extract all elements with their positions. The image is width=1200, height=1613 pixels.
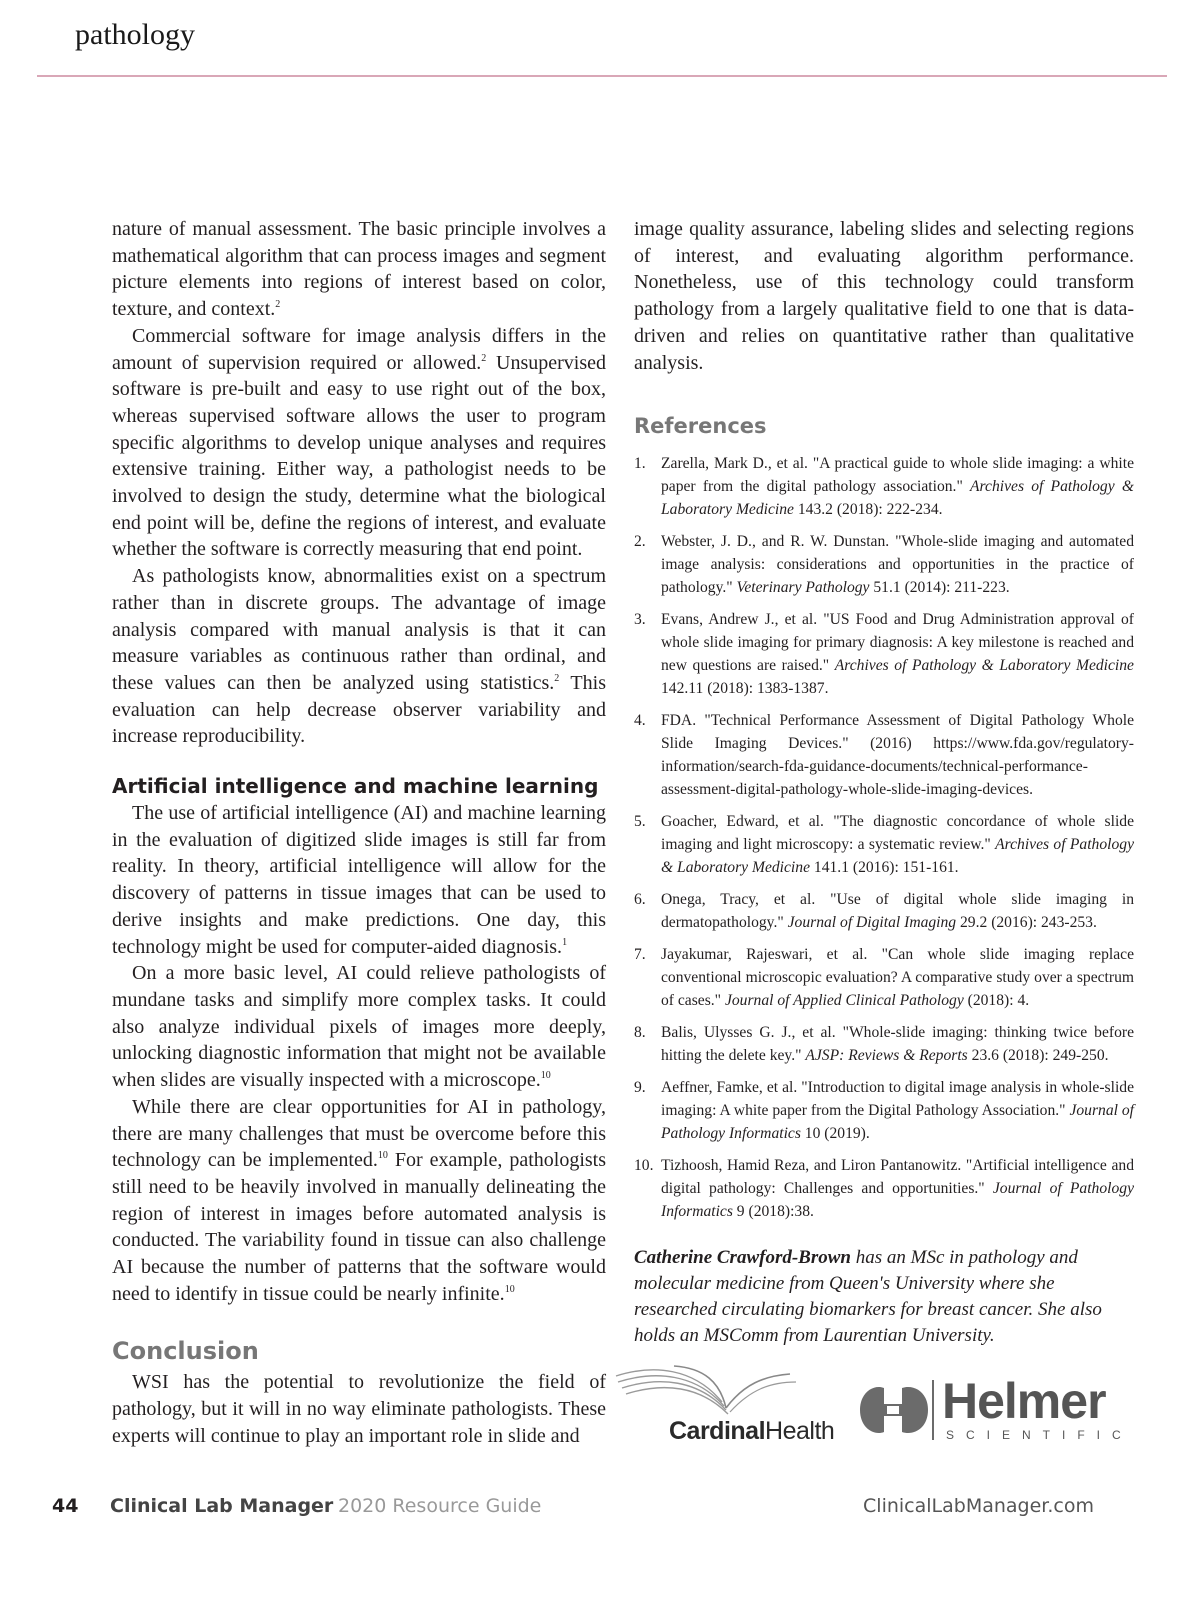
body-paragraph: Commercial software for image analysis differs in the amount of supervision required or allowed.$^2$ Unsupervised software is pre-built and easy to use right out of the box, whereas supervised software allows the user to program specific algorithms to develop unique analyses and requires extensive training. Either way, a pathologist needs to be involved to design the study, determine what the biological end point will be, define the regions of interest, and evaluate whether the software is correctly measuring that end point.: [112, 324, 607, 561]
reference-item: 6. Onega, Tracy, et al. "Use of digital whole slide imaging in dermatopathology." Journal of Digital Imaging 29.2 (2016): 243-253.: [634, 891, 1134, 932]
section-tag: pathology: [75, 18, 195, 51]
body-paragraph: The use of artificial intelligence (AI) and machine learning in the evaluation of digitized slide images is still far from reality. In theory, artificial intelligence will allow for the discovery of patterns in tissue images that can be used to derive insights and make predictions. One day, this technology might be used for computer-aided diagnosis.$^1$: [112, 802, 606, 958]
page-footer: [0, 1495, 1200, 1535]
reference-item: 3. Evans, Andrew J., et al. "US Food and Drug Administration approval of whole slide imaging for primary diagnosis: A key milestone is reached and new questions are raised." Archives of Pathology & Laboratory Medicine 142.11 (2018): 1383-1387.: [634, 611, 1134, 698]
website-link[interactable]: ClinicalLabManager.com: [863, 1495, 1094, 1517]
right-column: [634, 216, 1134, 1368]
helmer-subtitle: SCIENTIFIC: [946, 1428, 1133, 1442]
reference-item: 10. Tizhoosh, Hamid Reza, and Liron Pantanowitz. "Artificial intelligence and digital pathology: Challenges and opportunities." Journal of Pathology Informatics 9 (2018):38.: [634, 1157, 1134, 1221]
reference-item: 4. FDA. "Technical Performance Assessment of Digital Pathology Whole Slide Imaging Devices." (2016) https://www.fda.gov/regulatory-information/search-fda-guidance-documents/technical-performance-assessment-digital-pathology-whole-slide-imaging-devices.: [634, 712, 1134, 799]
cardinal-health-logo: [614, 1362, 844, 1458]
body-paragraph: As pathologists know, abnormalities exist on a spectrum rather than in discrete groups. The advantage of image analysis compared with manual analysis is that it can measure variables as continuous rather than ordinal, and these values can then be analyzed using statistics.$^2$ This evaluation can help decrease observer variability and increase reproducibility.: [112, 565, 606, 748]
references-heading: References: [634, 414, 767, 439]
sponsor-logos: [614, 1362, 1133, 1458]
body-paragraph: While there are clear opportunities for AI in pathology, there are many challenges that must be overcome before this technology can be implemented.$^{10}$ For example, pathologists still need to be heavily involved in manually delineating the region of interest in images before automated analysis is conducted. The variability found in tissue can also challenge AI because the number of patterns that the software would need to identify in tissue could be nearly infinite.$^{10}$: [112, 1095, 606, 1305]
conclusion-heading: Conclusion: [112, 1337, 259, 1366]
reference-item: 2. Webster, J. D., and R. W. Dunstan. "Whole-slide imaging and automated image analysis: considerations and opportunities in the practice of pathology." Veterinary Pathology 51.1 (2014): 211-223.: [634, 533, 1134, 597]
reference-item: 8. Balis, Ulysses G. J., et al. "Whole-slide imaging: thinking twice before hitting the delete key." AJSP: Reviews & Reports 23.6 (2018): 249-250.: [634, 1024, 1134, 1065]
header-rule: [37, 75, 1167, 77]
body-paragraph: image quality assurance, labeling slides and selecting regions of interest, and evaluating algorithm performance. Nonetheless, use of this technology could transform pathology from a largely qualitative field to one that is data-driven and relies on quantitative rather than qualitative analysis.: [634, 218, 1134, 374]
magazine-title: Clinical Lab Manager: [110, 1495, 334, 1517]
body-paragraph: WSI has the potential to revolutionize the field of pathology, but it will in no way eliminate pathologists. These experts will continue to play an important role in slide and: [112, 1371, 606, 1447]
cardinal-health-wordmark: CardinalHealth: [669, 1417, 835, 1445]
author-name: Catherine Crawford-Brown: [634, 1247, 851, 1269]
ai-heading: Artificial intelligence and machine learning: [112, 774, 599, 799]
page-number: 44: [52, 1495, 79, 1517]
reference-item: 7. Jayakumar, Rajeswari, et al. "Can whole slide imaging replace conventional microscopic evaluation? A comparative study over a spectrum of cases." Journal of Applied Clinical Pathology (2018): 4.: [634, 946, 1134, 1010]
references-list: [634, 452, 1134, 1223]
issue-title: 2020 Resource Guide: [338, 1495, 542, 1517]
author-bio: Catherine Crawford-Brown has an MSc in pathology and molecular medicine from Queen's University where she researched circulating biomarkers for breast cancer. She also holds an MSComm from Laurentian University.: [634, 1247, 1102, 1347]
left-column: [112, 216, 606, 1450]
body-paragraph: nature of manual assessment. The basic principle involves a mathematical algorithm that can process images and segment picture elements into regions of interest based on color, texture, and context.$^2$: [112, 218, 606, 321]
body-paragraph: On a more basic level, AI could relieve pathologists of mundane tasks and simplify more complex tasks. It could also analyze individual pixels of images more deeply, unlocking diagnostic information that might not be available when slides are visually inspected with a microscope.$^{10}$: [112, 962, 606, 1092]
reference-item: 5. Goacher, Edward, et al. "The diagnostic concordance of whole slide imaging and light microscopy: a systematic review." Archives of Pathology & Laboratory Medicine 141.1 (2016): 151-161.: [634, 813, 1134, 877]
reference-item: 9. Aeffner, Famke, et al. "Introduction to digital image analysis in whole-slide imaging: A white paper from the Digital Pathology Association." Journal of Pathology Informatics 10 (2019).: [634, 1079, 1134, 1143]
helmer-wordmark: Helmer: [942, 1373, 1106, 1429]
helmer-emblem-icon: [854, 1378, 934, 1442]
reference-item: 1. Zarella, Mark D., et al. "A practical guide to whole slide imaging: a white paper from the digital pathology association." Archives of Pathology & Laboratory Medicine 143.2 (2018): 222-234.: [634, 455, 1134, 519]
helmer-scientific-logo: [854, 1373, 1133, 1448]
